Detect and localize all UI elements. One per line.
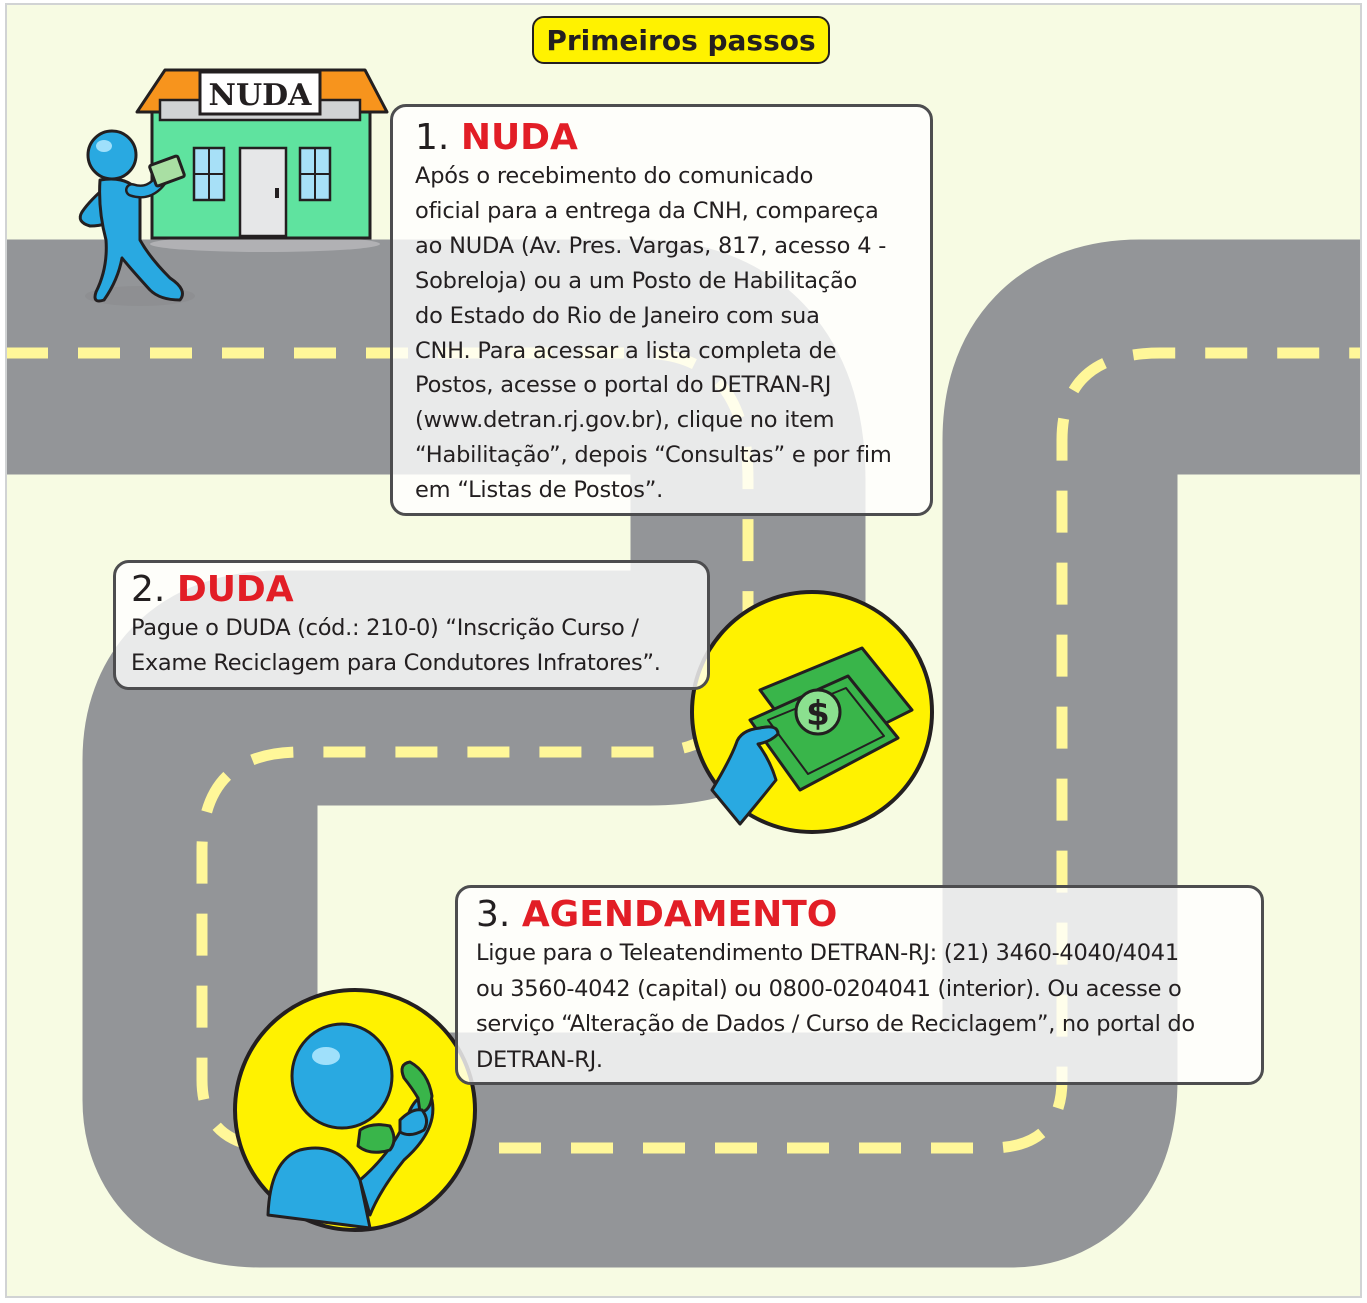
person-on-phone-icon <box>235 990 475 1230</box>
step-2-name: DUDA <box>176 569 294 610</box>
step-3-name: AGENDAMENTO <box>521 894 838 935</box>
step-card-3 <box>455 885 1264 1085</box>
step-1-name: NUDA <box>460 117 578 158</box>
step-1-number: 1. <box>415 117 450 158</box>
step-2-number: 2. <box>131 569 166 610</box>
step-3-heading <box>476 894 1261 936</box>
step-2-heading <box>131 569 707 611</box>
step-2-text: Pague o DUDA (cód.: 210-0) “Inscrição Curso / Exame Reciclagem para Condutores Infratores”. <box>131 615 661 676</box>
hand-with-money-icon <box>692 592 932 832</box>
step-3-number: 3. <box>476 894 511 935</box>
store-sign-text: NUDA <box>208 78 312 113</box>
step-1-heading <box>415 117 930 159</box>
step-3-text: Ligue para o Teleatendimento DETRAN-RJ: (21) 3460-4040/4041 ou 3560-4042 (capital) ou 0800-0204041 (interior). Ou acesse o serviço “Alteração de Dados / Curso de Reciclagem”, no portal do DETRAN-RJ. <box>476 940 1195 1073</box>
page-title: Primeiros passos <box>532 16 830 64</box>
step-1-text: Após o recebimento do comunicado oficial para a entrega da CNH, compareça ao NUDA (Av. Pres. Vargas, 817, acesso 4 - Sobreloja) ou a um Posto de Habilitação do Estado do Rio de Janeiro com sua CNH. Para acessar a lista completa de Postos, acesse o portal do DETRAN-RJ (www.detran.rj.gov.br), clique no item “Habilitação”, depois “Consultas” e por fim em “Listas de Postos”. <box>415 163 892 504</box>
step-card-1 <box>390 104 933 516</box>
step-card-2 <box>113 560 710 690</box>
svg-text:$: $ <box>806 694 830 734</box>
